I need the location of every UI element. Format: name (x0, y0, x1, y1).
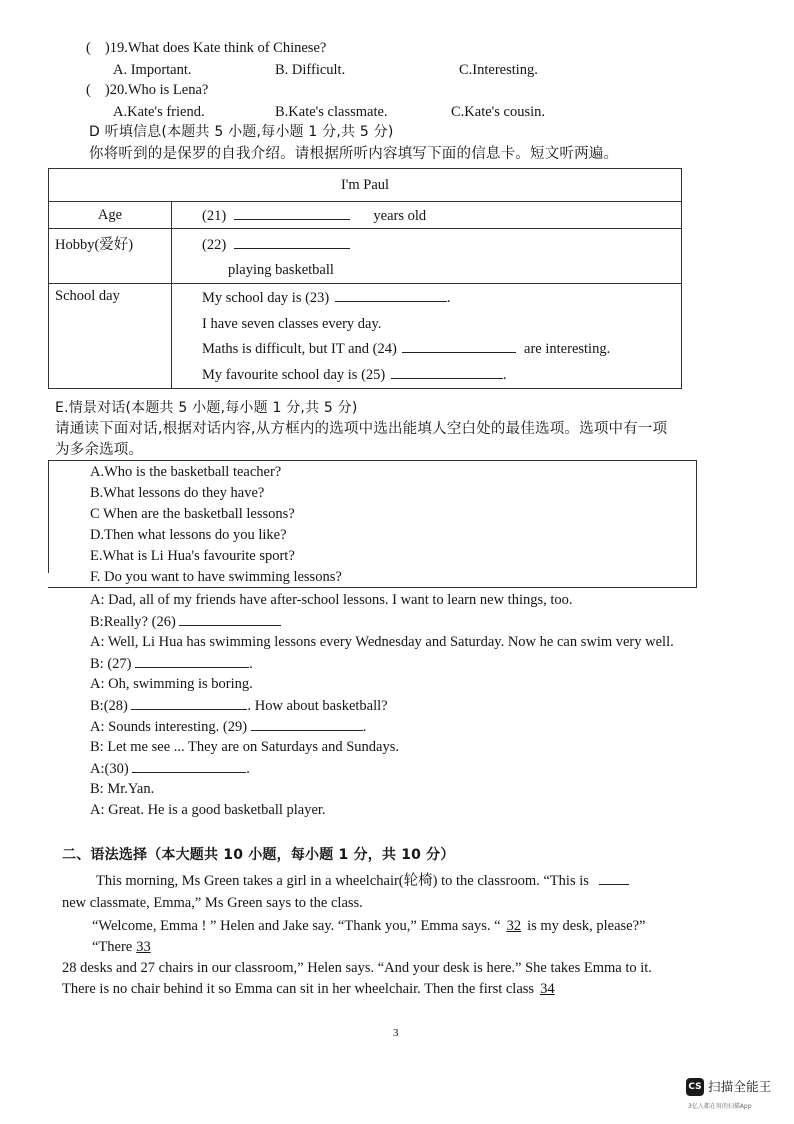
blank-25[interactable] (391, 364, 503, 379)
question-19-option-c: C.Interesting. (459, 62, 538, 78)
dialogue-line-8: B: Let me see ... They are on Saturdays and Sundays. (90, 739, 399, 755)
section-d-heading: D 听填信息(本题共 5 小题,每小题 1 分,共 5 分) (89, 124, 394, 140)
passage-line-4: “There 33 (92, 939, 151, 955)
options-box (48, 460, 697, 588)
question-20-option-b: B.Kate's classmate. (275, 104, 388, 120)
question-19-option-a: A. Important. (113, 62, 192, 78)
blank-27[interactable] (135, 653, 249, 668)
info-card-table (48, 168, 682, 389)
dialogue-line-2: B:Really? (26) (90, 611, 281, 632)
dialogue-line-3: A: Well, Li Hua has swimming lessons every Wednesday and Saturday. Now he can swim very well. (90, 634, 674, 650)
school-day-label: School day (49, 284, 172, 389)
option-f: F. Do you want to have swimming lessons? (90, 569, 342, 585)
hobby-field: (22) playing basketball (172, 229, 682, 284)
school-day-field: My school day is (23) . I have seven classes every day. Maths is difficult, but IT and (24) are interesting. My favourite school day is (25) . (172, 284, 682, 389)
option-d: D.Then what lessons do you like? (90, 527, 287, 543)
blank-21[interactable] (234, 205, 350, 220)
passage-line-6: There is no chair behind it so Emma can sit in her wheelchair. Then the first class 34 (62, 979, 559, 999)
blank-23[interactable] (335, 287, 447, 302)
question-20-stem: ( )20.Who is Lena? (86, 82, 209, 98)
dialogue-line-1: A: Dad, all of my friends have after-school lessons. I want to learn new things, too. (90, 592, 573, 608)
passage-line-1: This morning, Ms Green takes a girl in a wheelchair(轮椅) to the classroom. “This is (96, 870, 629, 891)
question-20-option-a: A.Kate's friend. (113, 104, 205, 120)
blank-28[interactable] (131, 695, 247, 710)
scanner-app-name: 扫描全能王 (708, 1079, 772, 1094)
section-d-instruction: 你将听到的是保罗的自我介绍。请根据所听内容填写下面的信息卡。短文听两遍。 (89, 146, 619, 162)
option-b: B.What lessons do they have? (90, 485, 265, 501)
dialogue-line-10: B: Mr.Yan. (90, 781, 155, 797)
scanner-app-logo-icon: CS (686, 1078, 704, 1096)
blank-32[interactable]: 32 (506, 918, 522, 934)
dialogue-line-4: B: (27) . (90, 653, 253, 674)
blank-30[interactable] (132, 758, 246, 773)
scanner-app-slogan: 3亿人都在用的扫描App (688, 1103, 752, 1110)
passage-line-2: new classmate, Emma,” Ms Green says to the class. (62, 895, 363, 911)
page-number: 3 (393, 1027, 399, 1039)
age-label: Age (49, 202, 172, 229)
option-e: E.What is Li Hua's favourite sport? (90, 548, 295, 564)
blank-33[interactable]: 33 (136, 939, 151, 955)
section-e-instruction-2: 为多余选项。 (55, 442, 144, 458)
blank-24[interactable] (402, 338, 516, 353)
info-card-title: I'm Paul (49, 169, 682, 202)
dialogue-line-5: A: Oh, swimming is boring. (90, 676, 253, 692)
dialogue-line-11: A: Great. He is a good basketball player. (90, 802, 326, 818)
dialogue-line-6: B:(28) . How about basketball? (90, 695, 388, 716)
blank-22[interactable] (234, 234, 350, 249)
passage-line-3: “Welcome, Emma ! ” Helen and Jake say. “Thank you,” Emma says. “ 32 is my desk, please?” (92, 918, 646, 934)
age-field: (21) years old (172, 202, 682, 229)
option-a: A.Who is the basketball teacher? (90, 464, 282, 480)
blank-34[interactable]: 34 (540, 981, 555, 997)
option-c: C When are the basketball lessons? (90, 506, 295, 522)
blank-29[interactable] (251, 716, 363, 731)
section-e-instruction-1: 请通读下面对话,根据对话内容,从方框内的选项中选出能填人空白处的最佳选项。选项中有一项 (55, 421, 668, 437)
passage-line-5: 28 desks and 27 chairs in our classroom,” Helen says. “And your desk is here.” She takes Emma to it. (62, 960, 652, 976)
blank-26[interactable] (179, 611, 281, 626)
section-ii-heading: 二、语法选择（本大题共 10 小题，每小题 1 分，共 10 分） (62, 847, 455, 863)
question-19-option-b: B. Difficult. (275, 62, 346, 78)
blank-31[interactable] (599, 870, 629, 885)
section-e-heading: E.情景对话(本题共 5 小题,每小题 1 分,共 5 分) (55, 400, 358, 416)
question-19-stem: ( )19.What does Kate think of Chinese? (86, 40, 327, 56)
dialogue-line-9: A:(30) . (90, 758, 250, 779)
dialogue-line-7: A: Sounds interesting. (29) . (90, 716, 366, 737)
hobby-label: Hobby(爱好) (49, 229, 172, 284)
question-20-option-c: C.Kate's cousin. (451, 104, 546, 120)
